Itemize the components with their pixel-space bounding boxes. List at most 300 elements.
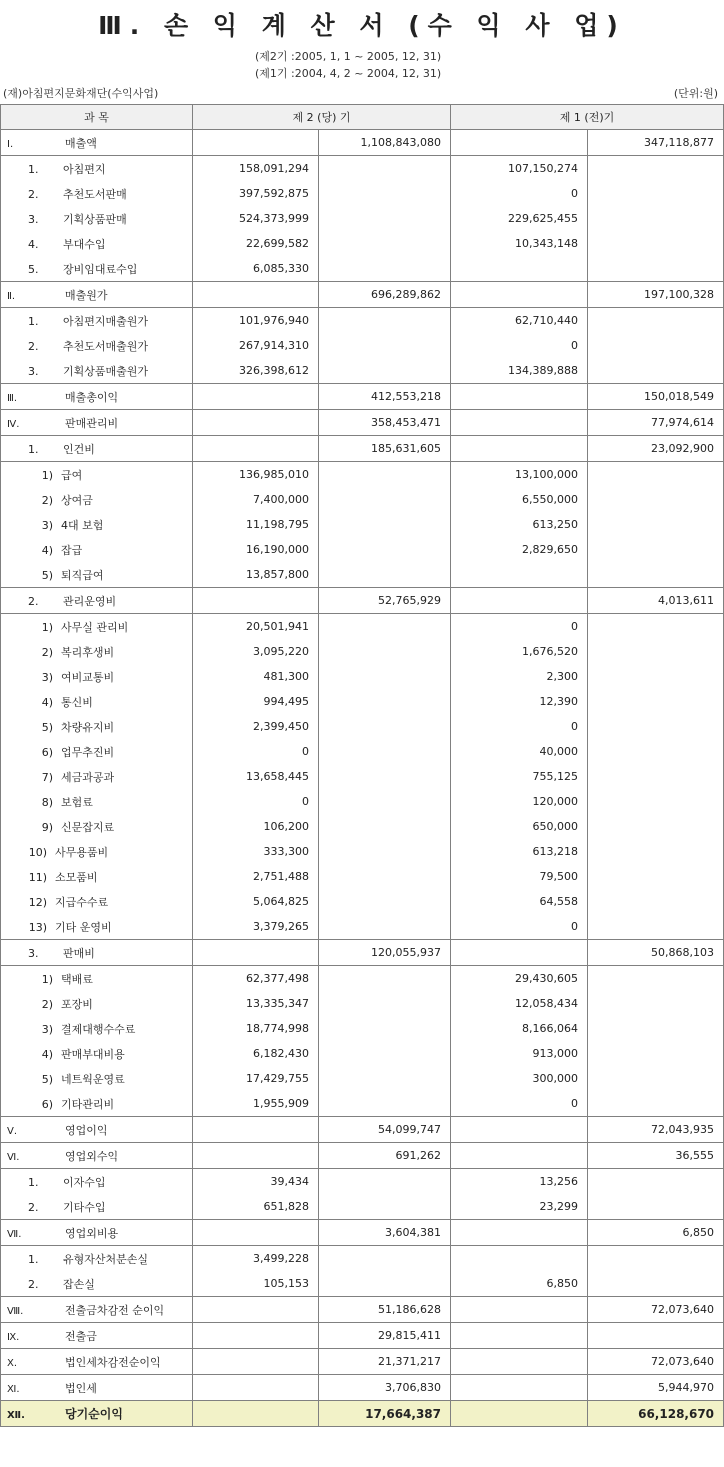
amount-cell [193,940,319,966]
amount-cell [319,1246,451,1272]
account-cell [1,966,193,992]
amount-cell: 1,676,520 [451,639,588,664]
amount-cell: 0 [451,714,588,739]
amount-cell: 397,592,875 [193,181,319,206]
table-row [1,410,724,436]
amount-cell [451,562,588,588]
account-cell [1,1016,193,1041]
account-label: 법인세 [65,1381,97,1395]
amount-cell [588,889,724,914]
amount-cell [319,1041,451,1066]
account-number: 3. [28,364,39,378]
account-number: 1. [28,442,39,456]
amount-cell: 5,944,970 [588,1375,724,1401]
amount-cell: 696,289,862 [319,282,451,308]
amount-cell [319,1016,451,1041]
amount-cell: 524,373,999 [193,206,319,231]
account-number: 3. [28,946,39,960]
account-label: 사무실 관리비 [61,620,129,634]
amount-cell: 13,100,000 [451,462,588,488]
amount-cell [193,1143,319,1169]
unit-label: (단위:원) [673,87,718,100]
account-label: 영업외수익 [65,1149,119,1163]
amount-cell: 12,058,434 [451,991,588,1016]
amount-cell [588,639,724,664]
table-row [1,231,724,256]
income-statement-table [0,104,724,1427]
account-number: 5) [41,568,53,582]
table-row [1,764,724,789]
amount-cell [451,436,588,462]
table-row [1,639,724,664]
account-label: 아침편지 [63,162,106,176]
account-number: Ⅵ. [7,1151,20,1163]
amount-cell: 0 [451,333,588,358]
amount-cell [588,764,724,789]
account-label: 소모품비 [55,870,98,884]
account-number: 1. [28,162,39,176]
amount-cell: 17,664,387 [319,1401,451,1427]
table-row [1,487,724,512]
table-row [1,789,724,814]
amount-cell [319,966,451,992]
amount-cell: 3,499,228 [193,1246,319,1272]
amount-cell: 13,335,347 [193,991,319,1016]
amount-cell [588,487,724,512]
account-cell [1,1041,193,1066]
amount-cell [588,814,724,839]
amount-cell [588,914,724,940]
amount-cell [588,1323,724,1349]
amount-cell: 347,118,877 [588,130,724,156]
amount-cell [588,714,724,739]
amount-cell: 62,710,440 [451,308,588,334]
amount-cell [588,1091,724,1117]
account-label: 영업이익 [65,1123,108,1137]
account-cell [1,1220,193,1246]
account-cell [1,1401,193,1427]
amount-cell: 158,091,294 [193,156,319,182]
account-number: 2. [28,1200,39,1214]
account-cell [1,487,193,512]
amount-cell [193,384,319,410]
account-number: 4) [41,543,53,557]
amount-cell [588,308,724,334]
amount-cell [319,714,451,739]
account-cell [1,639,193,664]
amount-cell [193,1117,319,1143]
account-number: 9) [41,820,53,834]
page-title: Ⅲ. 손 익 계 산 서 (수 익 사 업) [98,11,626,40]
amount-cell: 10,343,148 [451,231,588,256]
amount-cell [319,864,451,889]
table-row [1,1194,724,1220]
amount-cell: 0 [451,1091,588,1117]
amount-cell [319,1169,451,1195]
amount-cell: 412,553,218 [319,384,451,410]
period-current: (제2기 :2005, 1, 1 ~ 2005, 12, 31) [255,50,442,63]
account-label: 기타관리비 [61,1097,115,1111]
amount-cell: 29,430,605 [451,966,588,992]
account-label: 상여금 [61,493,93,507]
account-label: 판매부대비용 [61,1047,125,1061]
amount-cell: 0 [193,789,319,814]
account-label: 전출금 [65,1329,97,1343]
amount-cell: 106,200 [193,814,319,839]
account-label: 차량유지비 [61,720,115,734]
account-cell [1,462,193,488]
amount-cell: 229,625,455 [451,206,588,231]
table-row [1,714,724,739]
amount-cell [193,1297,319,1323]
account-cell [1,562,193,588]
amount-cell [451,1375,588,1401]
amount-cell [319,308,451,334]
amount-cell: 77,974,614 [588,410,724,436]
account-label: 세금과공과 [61,770,115,784]
account-label: 법인세차감전순이익 [65,1355,161,1369]
account-cell [1,256,193,282]
account-cell [1,1194,193,1220]
amount-cell: 0 [193,739,319,764]
account-label: 사무용품비 [55,845,109,859]
account-cell [1,714,193,739]
account-label: 4대 보험 [61,518,104,532]
amount-cell [588,789,724,814]
amount-cell [588,614,724,640]
amount-cell: 50,868,103 [588,940,724,966]
amount-cell [588,1169,724,1195]
table-row [1,206,724,231]
account-cell [1,358,193,384]
account-label: 기획상품매출원가 [63,364,149,378]
account-label: 부대수입 [63,237,106,251]
amount-cell [319,839,451,864]
account-number: Ⅸ. [7,1331,20,1343]
amount-cell [588,562,724,588]
amount-cell: 913,000 [451,1041,588,1066]
amount-cell: 40,000 [451,739,588,764]
amount-cell: 107,150,274 [451,156,588,182]
amount-cell: 120,000 [451,789,588,814]
table-header-row [1,105,724,130]
amount-cell: 11,198,795 [193,512,319,537]
account-number: Ⅻ. [7,1410,25,1421]
amount-cell: 2,751,488 [193,864,319,889]
table-row [1,1091,724,1117]
account-number: 4) [41,1047,53,1061]
amount-cell [193,410,319,436]
amount-cell [319,333,451,358]
amount-cell: 650,000 [451,814,588,839]
account-number: 8) [41,795,53,809]
amount-cell: 6,085,330 [193,256,319,282]
table-row [1,839,724,864]
account-cell [1,1349,193,1375]
account-cell [1,1143,193,1169]
table-row [1,940,724,966]
table-row [1,1271,724,1297]
amount-cell [319,739,451,764]
account-cell [1,333,193,358]
amount-cell [451,1349,588,1375]
amount-cell: 39,434 [193,1169,319,1195]
amount-cell [588,156,724,182]
account-number: Ⅰ. [7,138,14,150]
account-cell [1,1375,193,1401]
table-row [1,1349,724,1375]
account-label: 택배료 [61,972,93,986]
table-row [1,814,724,839]
account-label: 기타수입 [63,1200,106,1214]
account-number: Ⅴ. [7,1125,18,1137]
table-row [1,384,724,410]
amount-cell: 12,390 [451,689,588,714]
amount-cell [319,914,451,940]
amount-cell: 3,379,265 [193,914,319,940]
amount-cell: 105,153 [193,1271,319,1297]
account-number: 6) [41,745,53,759]
table-row [1,562,724,588]
amount-cell [193,1323,319,1349]
account-number: 6) [41,1097,53,1111]
amount-cell: 197,100,328 [588,282,724,308]
account-cell [1,512,193,537]
account-label: 판매관리비 [65,416,119,430]
amount-cell [319,614,451,640]
amount-cell [588,991,724,1016]
account-number: 4) [41,695,53,709]
amount-cell: 5,064,825 [193,889,319,914]
account-cell [1,764,193,789]
amount-cell: 150,018,549 [588,384,724,410]
account-label: 급여 [61,468,83,482]
amount-cell: 651,828 [193,1194,319,1220]
account-cell [1,410,193,436]
amount-cell [193,1220,319,1246]
account-label: 네트웍운영료 [61,1072,125,1086]
amount-cell [451,1323,588,1349]
account-cell [1,588,193,614]
amount-cell: 23,092,900 [588,436,724,462]
amount-cell [319,1271,451,1297]
account-cell [1,614,193,640]
account-label: 여비교통비 [61,670,115,684]
amount-cell: 136,985,010 [193,462,319,488]
account-label: 매출액 [65,136,97,150]
amount-cell [588,1066,724,1091]
account-cell [1,181,193,206]
amount-cell [451,256,588,282]
account-number: 1) [41,468,53,482]
table-row [1,1375,724,1401]
amount-cell [451,1117,588,1143]
amount-cell: 300,000 [451,1066,588,1091]
account-cell [1,206,193,231]
account-number: 1) [41,620,53,634]
account-number: Ⅷ. [7,1305,24,1317]
amount-cell: 13,658,445 [193,764,319,789]
amount-cell [588,1194,724,1220]
amount-cell: 2,399,450 [193,714,319,739]
amount-cell: 72,073,640 [588,1297,724,1323]
account-number: 5) [41,720,53,734]
account-cell [1,864,193,889]
amount-cell: 1,955,909 [193,1091,319,1117]
table-row [1,130,724,156]
amount-cell [588,333,724,358]
amount-cell [319,462,451,488]
account-cell [1,537,193,562]
amount-cell: 23,299 [451,1194,588,1220]
amount-cell [319,664,451,689]
amount-cell [588,462,724,488]
amount-cell: 994,495 [193,689,319,714]
account-label: 매출총이익 [65,390,119,404]
account-label: 결제대행수수료 [61,1022,136,1036]
amount-cell [588,181,724,206]
amount-cell [588,689,724,714]
account-cell [1,839,193,864]
account-cell [1,664,193,689]
amount-cell [319,689,451,714]
amount-cell: 51,186,628 [319,1297,451,1323]
account-label: 기획상품판매 [63,212,127,226]
amount-cell [319,789,451,814]
account-label: 이자수입 [63,1175,106,1189]
amount-cell: 13,256 [451,1169,588,1195]
amount-cell [319,256,451,282]
amount-cell [319,206,451,231]
amount-cell [319,156,451,182]
amount-cell [319,562,451,588]
header-account: 과 목 [1,105,193,130]
account-number: 3. [28,212,39,226]
account-label: 아침편지매출원가 [63,314,149,328]
table-row [1,537,724,562]
account-label: 잡급 [61,543,83,557]
amount-cell [588,512,724,537]
table-row [1,991,724,1016]
amount-cell: 66,128,670 [588,1401,724,1427]
table-row [1,1066,724,1091]
table-row [1,1041,724,1066]
amount-cell [193,588,319,614]
amount-cell [588,537,724,562]
amount-cell [451,130,588,156]
amount-cell: 2,300 [451,664,588,689]
account-number: 2) [41,645,53,659]
amount-cell: 21,371,217 [319,1349,451,1375]
amount-cell: 134,389,888 [451,358,588,384]
table-row [1,1117,724,1143]
amount-cell [451,410,588,436]
amount-cell [451,1220,588,1246]
amount-cell: 691,262 [319,1143,451,1169]
account-number: Ⅲ. [7,392,18,404]
amount-cell [193,282,319,308]
account-number: 10) [28,845,47,859]
account-cell [1,436,193,462]
amount-cell [451,282,588,308]
account-number: 1. [28,314,39,328]
amount-cell: 29,815,411 [319,1323,451,1349]
amount-cell [193,1349,319,1375]
table-row [1,156,724,182]
account-label: 장비임대료수입 [63,262,138,276]
amount-cell [319,358,451,384]
amount-cell: 267,914,310 [193,333,319,358]
account-label: 보험료 [61,795,93,809]
amount-cell [588,1271,724,1297]
amount-cell [588,864,724,889]
table-row [1,436,724,462]
amount-cell: 4,013,611 [588,588,724,614]
header-prior-period: 제 1 (전)기 [451,105,724,130]
amount-cell: 17,429,755 [193,1066,319,1091]
account-cell [1,914,193,940]
amount-cell: 185,631,605 [319,436,451,462]
account-number: 1. [28,1252,39,1266]
account-cell [1,940,193,966]
amount-cell [319,991,451,1016]
account-cell [1,384,193,410]
amount-cell [319,537,451,562]
amount-cell [451,1143,588,1169]
account-label: 업무추진비 [61,745,115,759]
table-row [1,1143,724,1169]
amount-cell [588,231,724,256]
amount-cell: 72,043,935 [588,1117,724,1143]
account-number: Ⅱ. [7,290,16,302]
amount-cell: 326,398,612 [193,358,319,384]
amount-cell: 79,500 [451,864,588,889]
account-number: 3) [41,1022,53,1036]
account-number: 2) [41,493,53,507]
amount-cell [588,739,724,764]
amount-cell [319,1091,451,1117]
table-row [1,1169,724,1195]
account-cell [1,156,193,182]
amount-cell [319,487,451,512]
account-label: 퇴직급여 [61,568,104,582]
table-row [1,739,724,764]
account-label: 통신비 [61,695,93,709]
account-label: 잡손실 [63,1277,95,1291]
account-number: Ⅹ. [7,1357,18,1369]
amount-cell [588,206,724,231]
account-label: 판매비 [63,946,95,960]
account-number: 13) [28,920,47,934]
account-number: 1. [28,1175,39,1189]
table-row [1,1401,724,1427]
account-cell [1,1271,193,1297]
period-prior: (제1기 :2004, 4, 2 ~ 2004, 12, 31) [255,67,442,80]
amount-cell [319,1066,451,1091]
account-label: 관리운영비 [63,594,117,608]
account-number: 5) [41,1072,53,1086]
header-current-period: 제 2 (당) 기 [193,105,451,130]
account-cell [1,689,193,714]
amount-cell: 6,850 [451,1271,588,1297]
amount-cell [193,1401,319,1427]
amount-cell: 3,095,220 [193,639,319,664]
amount-cell [588,664,724,689]
amount-cell [588,256,724,282]
amount-cell: 333,300 [193,839,319,864]
amount-cell: 2,829,650 [451,537,588,562]
amount-cell: 6,850 [588,1220,724,1246]
